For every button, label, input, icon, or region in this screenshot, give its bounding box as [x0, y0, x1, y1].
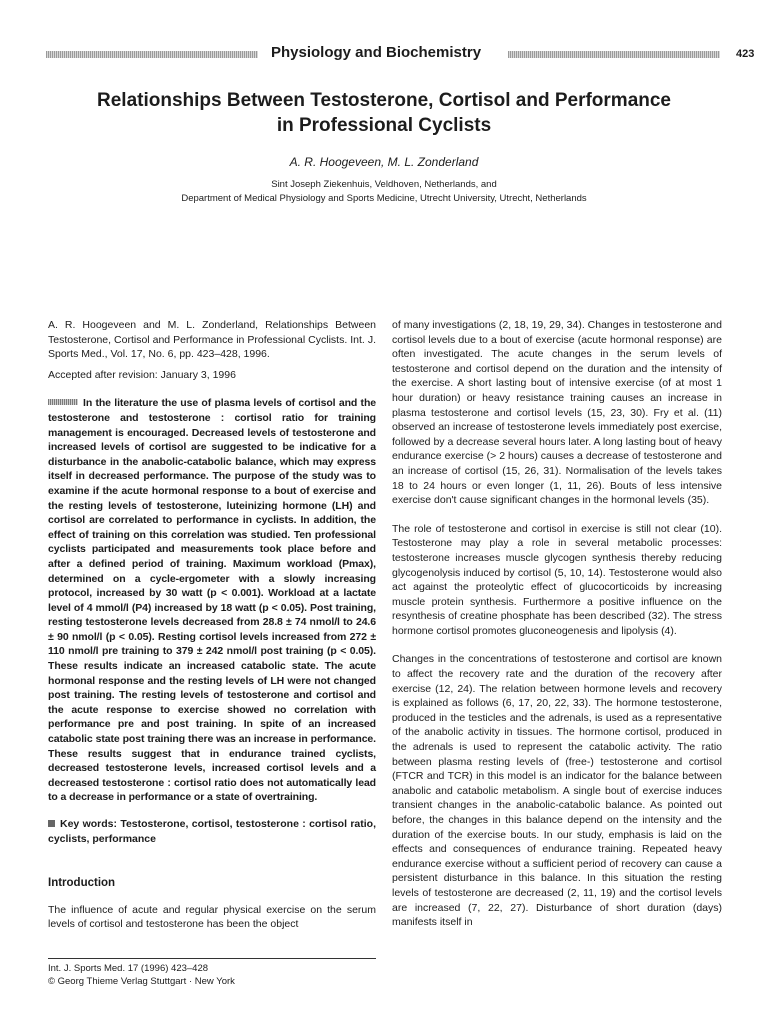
- right-column: [392, 318, 722, 930]
- journal-citation: Int. J. Sports Med. 17 (1996) 423–428: [48, 963, 209, 974]
- running-header: [46, 44, 755, 66]
- header-rule-right: [508, 51, 720, 58]
- abstract: [48, 396, 376, 805]
- article-title: [30, 88, 738, 138]
- affiliation-2: Department of Medical Physiology and Sports Medicine, Utrecht University, Utrecht, Netherlands: [181, 192, 587, 204]
- title-line-1: Relationships Between Testosterone, Cortisol and Performance: [97, 90, 671, 111]
- footnote: [48, 963, 376, 988]
- copyright: © Georg Thieme Verlag Stuttgart · New York: [48, 975, 235, 987]
- title-line-2: in Professional Cyclists: [276, 115, 492, 136]
- affiliations: [0, 178, 768, 205]
- keywords-square-icon: [48, 820, 55, 827]
- keywords: [48, 817, 376, 846]
- affiliation-1: Sint Joseph Ziekenhuis, Veldhoven, Netherlands, and: [271, 179, 497, 190]
- paragraph-2: The role of testosterone and cortisol in exercise is still not clear (10). Testosterone may play a role in several metabolic processes: testosterone increases muscle glycogen synthesis thereby reducing glycogenolysis induced by cortisol (5, 10, 14). Testosterone would also act against the proteolytic effect of glucocorticoids by increasing muscle protein synthesis. Furthermore a positive influence on the resynthesis of creatine phosphate has been described (32). The stress hormone cortisol promotes gluconeogenesis and lipolysis (4).: [392, 522, 722, 637]
- header-rule-left: [46, 51, 258, 58]
- keywords-text: Key words: Testosterone, cortisol, testosterone : cortisol ratio, cyclists, performance: [48, 818, 376, 845]
- authors: A. R. Hoogeveen, M. L. Zonderland: [289, 155, 479, 169]
- introduction-heading: Introduction: [48, 877, 116, 890]
- footnote-divider: [48, 958, 376, 959]
- left-column: [48, 318, 376, 932]
- section-name: Physiology and Biochemistry: [271, 44, 482, 61]
- page-number: 423: [736, 48, 755, 60]
- paragraph-1: of many investigations (2, 18, 19, 29, 34). Changes in testosterone and cortisol levels due to a bout of exercise (acute hormonal response) are often investigated. The acute changes in the serum levels of testosterone and cortisol depend on the duration and the intensity of the exercise. A short lasting bout of intensive exercise (of at most 1 hour duration) or heavy resistance training causes an increase in plasma testosterone and cortisol levels (15, 23, 30). Fry et al. (11) observed an increase of testosterone levels immediately post exercise, followed by a decrease several hours later. A long lasting bout of heavy endurance exercise (> 2 hours) causes a decrease of testosterone and an increase of cortisol (15, 26, 31). Normalisation of the levels takes 18 to 24 hours or even longer (1, 11, 26). Bouts of less intensive exercise don't cause significant changes in the hormonal levels (35).: [392, 319, 722, 507]
- paragraph-3: Changes in the concentrations of testosterone and cortisol are known to affect the recovery rate and the duration of the recovery after exercise (12, 24). The relation between hormone levels and recovery is explained as follows (6, 17, 20, 22, 33). The hormone testosterone, produced in the testicles and the adrenals, is used as a representative of the anabolic activity in tissues. The hormone cortisol, produced in the adrenals is used to represent the catabolic activity. The ratio between plasma resting levels of (free-) testosterone and cortisol (FTCR and TCR) in this model is an indicator for the balance between anabolic and catabolic metabolism. A single bout of exercise induces transient changes in the anabolic-catabolic balance. As pointed out before, the changes in this balance depend on the intensity and the duration of the exercise bouts. In our study, emphasis is laid on the effects and consequences of endurance training. Repeated heavy endurance exercise without a sufficient period of recovery can cause a persistent disturbance in this balance. In this situation the resting levels of testosterone are decreased (2, 11, 19) and the cortisol levels are increased (7, 22, 27). Disturbance of short duration (days) manifests itself in: [392, 653, 722, 929]
- introduction-text: The influence of acute and regular physical exercise on the serum levels of cortisol and testosterone has been the object: [48, 903, 376, 931]
- abstract-marker-icon: [48, 399, 78, 405]
- abstract-text: In the literature the use of plasma levels of cortisol and the testosterone and testosterone : cortisol ratio for training management is encouraged. Decreased levels of testosterone and increased levels of cortisol are suggested to be indicative for a disturbance in the anabolic-catabolic balance, which may express itself in decreased performance. The purpose of the study was to examine if the acute hormonal response to a bout of exercise and the resting levels of testosterone, luteinizing hormone (LH) and cortisol are correlated to performance in cyclists. In addition, the effect of training on this correlation was studied. Ten professional cyclists participated and measurements took place before and after a defined period of training. Maximum workload (Pmax), determined on a cycle-ergometer with a slowly increasing protocol, increased by 30 watt (p < 0.001). Workload at a lactate level of 4 mmol/l (P4) increased by 18 watt (p < 0.05). Post training, resting testosterone levels decreased from 28.8 ± 74 nmol/l to 24.6 ± 90 nmol/l (p < 0.05). Resting cortisol levels increased from 272 ± 110 nmol/l pre training to 379 ± 242 nmol/l post training (p < 0.05). These results indicate an increased catabolic state. The acute hormonal response and the resting levels of LH were not changed post training. The resting levels of testosterone and cortisol and the acute response to exercise showed no correlation with performance pre and post training. In spite of an increased catabolic state post training there was an increase in performance. These results suggest that in endurance trained cyclists, decreased testosterone levels, increased cortisol levels and a decreased testosterone : cortisol ratio does not automatically lead to a decrease in performance or a state of overtraining.: [48, 397, 376, 804]
- citation: A. R. Hoogeveen and M. L. Zonderland, Relationships Between Testosterone, Cortisol and Performance in Professional Cyclists. Int. J. Sports Med., Vol. 17, No. 6, pp. 423–428, 1996.: [48, 319, 376, 361]
- accepted-date: Accepted after revision: January 3, 1996: [48, 368, 236, 381]
